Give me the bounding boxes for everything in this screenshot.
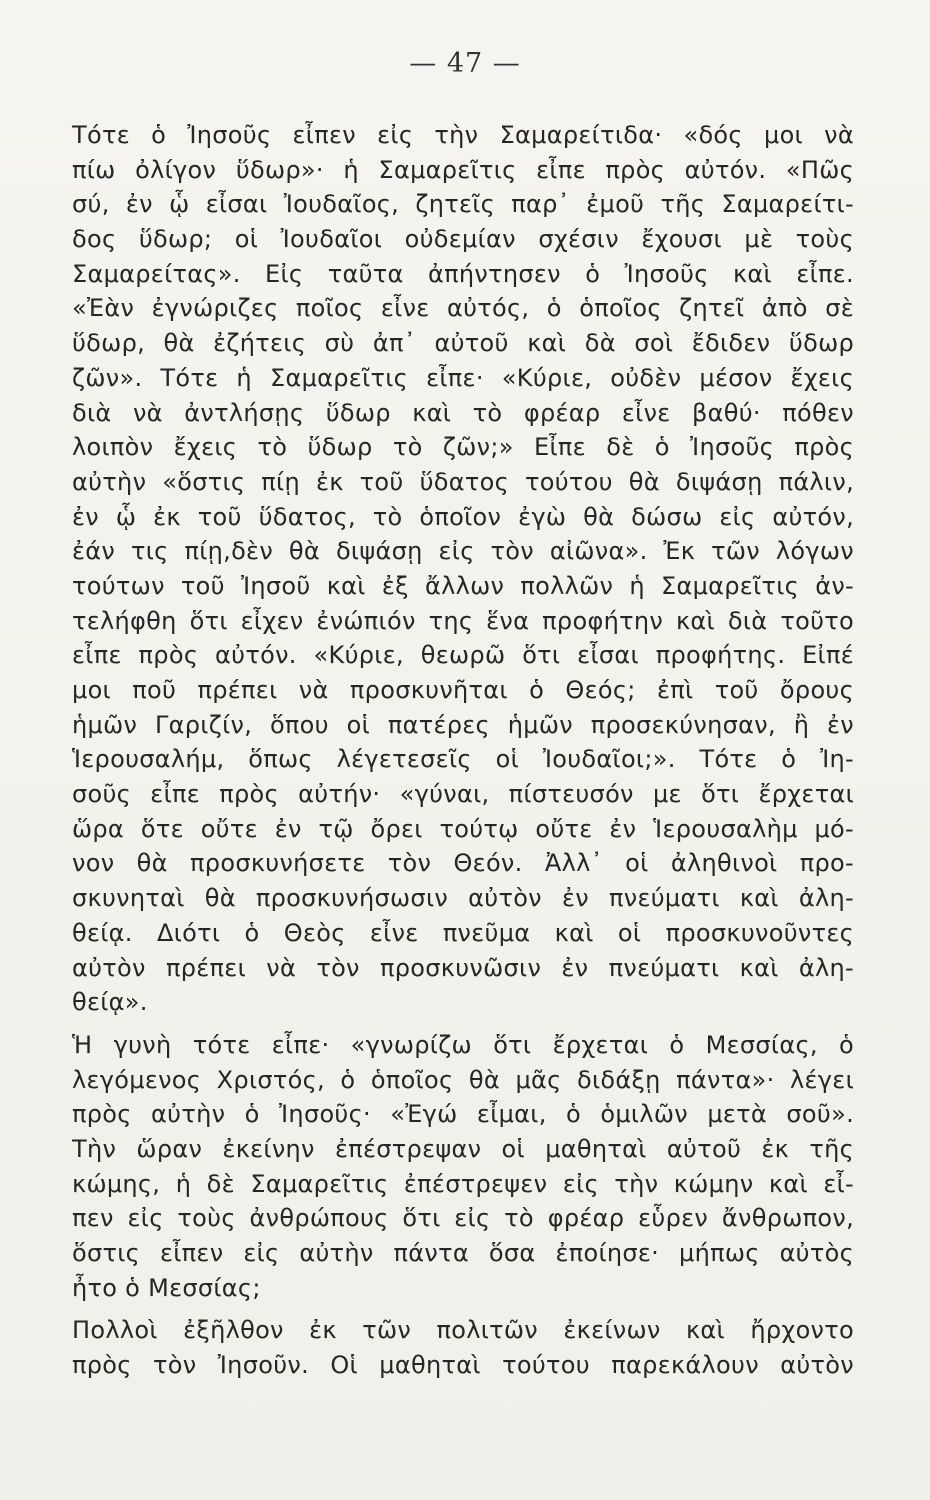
text-line: αὐτὴν «ὅστις πίῃ ἐκ τοῦ ὕδατος τούτου θὰ διψάσῃ πάλιν, (72, 467, 854, 496)
text-line: Ἡ γυνὴ τότε εἶπε· «γνωρίζω ὅτι ἔρχεται ὁ Μεσσίας, ὁ (72, 1030, 854, 1059)
text-line: αὐτὸν πρέπει νὰ τὸν προσκυνῶσιν ἐν πνεύματι καὶ ἀλη- (72, 953, 854, 982)
text-line: θείᾳ. Διότι ὁ Θεὸς εἶνε πνεῦμα καὶ οἱ προσκυνοῦντες (72, 918, 854, 947)
text-line: πρὸς αὐτὴν ὁ Ἰησοῦς· «Ἐγώ εἶμαι, ὁ ὁμιλῶν μετὰ σοῦ». (72, 1100, 854, 1129)
text-line: ἡμῶν Γαριζίν, ὅπου οἱ πατέρες ἡμῶν προσεκύνησαν, ἢ ἐν (72, 710, 854, 739)
text-line: ἦτο ὁ Μεσσίας; (72, 1273, 261, 1302)
text-line: λεγόμενος Χριστός, ὁ ὁποῖος θὰ μᾶς διδάξῃ πάντα»· λέγει (72, 1065, 854, 1094)
text-line: διὰ νὰ ἀντλήσῃς ὕδωρ καὶ τὸ φρέαρ εἶνε βαθύ· πόθεν (72, 398, 854, 427)
paragraph-gap (72, 1020, 854, 1028)
text-line: ζῶν». Τότε ἡ Σαμαρεῖτις εἶπε· «Κύριε, οὐδὲν μέσον ἔχεις (72, 363, 854, 392)
text-line: κώμης, ἡ δὲ Σαμαρεῖτις ἐπέστρεψεν εἰς τὴν κώμην καὶ εἶ- (72, 1169, 854, 1198)
text-line: ὅστις εἶπεν εἰς αὐτὴν πάντα ὅσα ἐποίησε· μήπως αὐτὸς (72, 1239, 854, 1267)
text-line: σκυνηταὶ θὰ προσκυνήσωσιν αὐτὸν ἐν πνεύματι καὶ ἀλη- (72, 884, 854, 913)
text-line: σοῦς εἶπε πρὸς αὐτήν· «γύναι, πίστευσόν με ὅτι ἔρχεται (72, 780, 854, 809)
text-line: τούτων τοῦ Ἰησοῦ καὶ ἐξ ἄλλων πολλῶν ἡ Σαμαρεῖτις ἀν- (72, 571, 854, 600)
text-line: λοιπὸν ἔχεις τὸ ὕδωρ τὸ ζῶν;» Εἶπε δὲ ὁ Ἰησοῦς πρὸς (72, 433, 854, 462)
text-line: ὥρα ὅτε οὔτε ἐν τῷ ὄρει τούτῳ οὔτε ἐν Ἱερουσαλὴμ μό- (72, 814, 854, 843)
text-line: εἶπε πρὸς αὐτόν. «Κύριε, θεωρῶ ὅτι εἶσαι προφήτης. Εἰπέ (72, 641, 854, 670)
paragraph-gap (72, 1305, 854, 1313)
text-line: Ἱερουσαλήμ, ὅπως λέγετεσεῖς οἱ Ἰουδαῖοι;». Τότε ὁ Ἰη- (72, 745, 854, 774)
text-line: ἐάν τις πίῃ,δὲν θὰ διψάσῃ εἰς τὸν αἰῶνα». Ἐκ τῶν λόγων (72, 537, 854, 566)
text-line: μοι ποῦ πρέπει νὰ προσκυνῆται ὁ Θεός; ἐπὶ τοῦ ὄρους (72, 676, 854, 704)
text-line: θείᾳ». (72, 988, 148, 1017)
text-line: ἐν ᾧ ἐκ τοῦ ὕδατος, τὸ ὁποῖον ἐγὼ θὰ δώσω εἰς αὐτόν, (72, 502, 854, 531)
text-line: Σαμαρείτας». Εἰς ταῦτα ἀπήντησεν ὁ Ἰησοῦς καὶ εἶπε. (72, 259, 854, 288)
text-line: Πολλοὶ ἐξῆλθον ἐκ τῶν πολιτῶν ἐκείνων καὶ ἤρχοντο (72, 1316, 854, 1345)
page-number: — 47 — (409, 48, 521, 79)
text-line: νον θὰ προσκυνήσετε τὸν Θεόν. Ἀλλ᾿ οἱ ἀληθινοὶ προ- (72, 849, 854, 878)
text-line: σύ, ἐν ᾧ εἶσαι Ἰουδαῖος, ζητεῖς παρ᾿ ἐμοῦ τῆς Σαμαρείτι- (72, 190, 854, 219)
text-line: πίω ὀλίγον ὕδωρ»· ἡ Σαμαρεῖτις εἶπε πρὸς αὐτόν. «Πῶς (72, 155, 854, 184)
text-line: ὕδωρ, θὰ ἐζήτεις σὺ ἀπ᾿ αὐτοῦ καὶ δὰ σοὶ ἔδιδεν ὕδωρ (72, 329, 854, 358)
text-line: δος ὕδωρ; οἱ Ἰουδαῖοι οὐδεμίαν σχέσιν ἔχουσι μὲ τοὺς (72, 225, 854, 254)
text-line: πεν εἰς τοὺς ἀνθρώπους ὅτι εἰς τὸ φρέαρ εὗρεν ἄνθρωπον, (72, 1204, 854, 1233)
body-text (72, 118, 854, 1383)
text-line: Τὴν ὥραν ἐκείνην ἐπέστρεψαν οἱ μαθηταὶ αὐτοῦ ἐκ τῆς (72, 1134, 854, 1163)
text-line: «Ἐὰν ἐγνώριζες ποῖος εἶνε αὐτός, ὁ ὁποῖος ζητεῖ ἀπὸ σὲ (72, 294, 854, 323)
text-line: πρὸς τὸν Ἰησοῦν. Οἱ μαθηταὶ τούτου παρεκάλουν αὐτὸν (72, 1351, 854, 1380)
text-line: τελήφθη ὅτι εἶχεν ἐνώπιόν της ἕνα προφήτην καὶ διὰ τοῦτο (72, 606, 854, 635)
text-line: Τότε ὁ Ἰησοῦς εἶπεν εἰς τὴν Σαμαρείτιδα· «δός μοι νὰ (72, 121, 854, 149)
